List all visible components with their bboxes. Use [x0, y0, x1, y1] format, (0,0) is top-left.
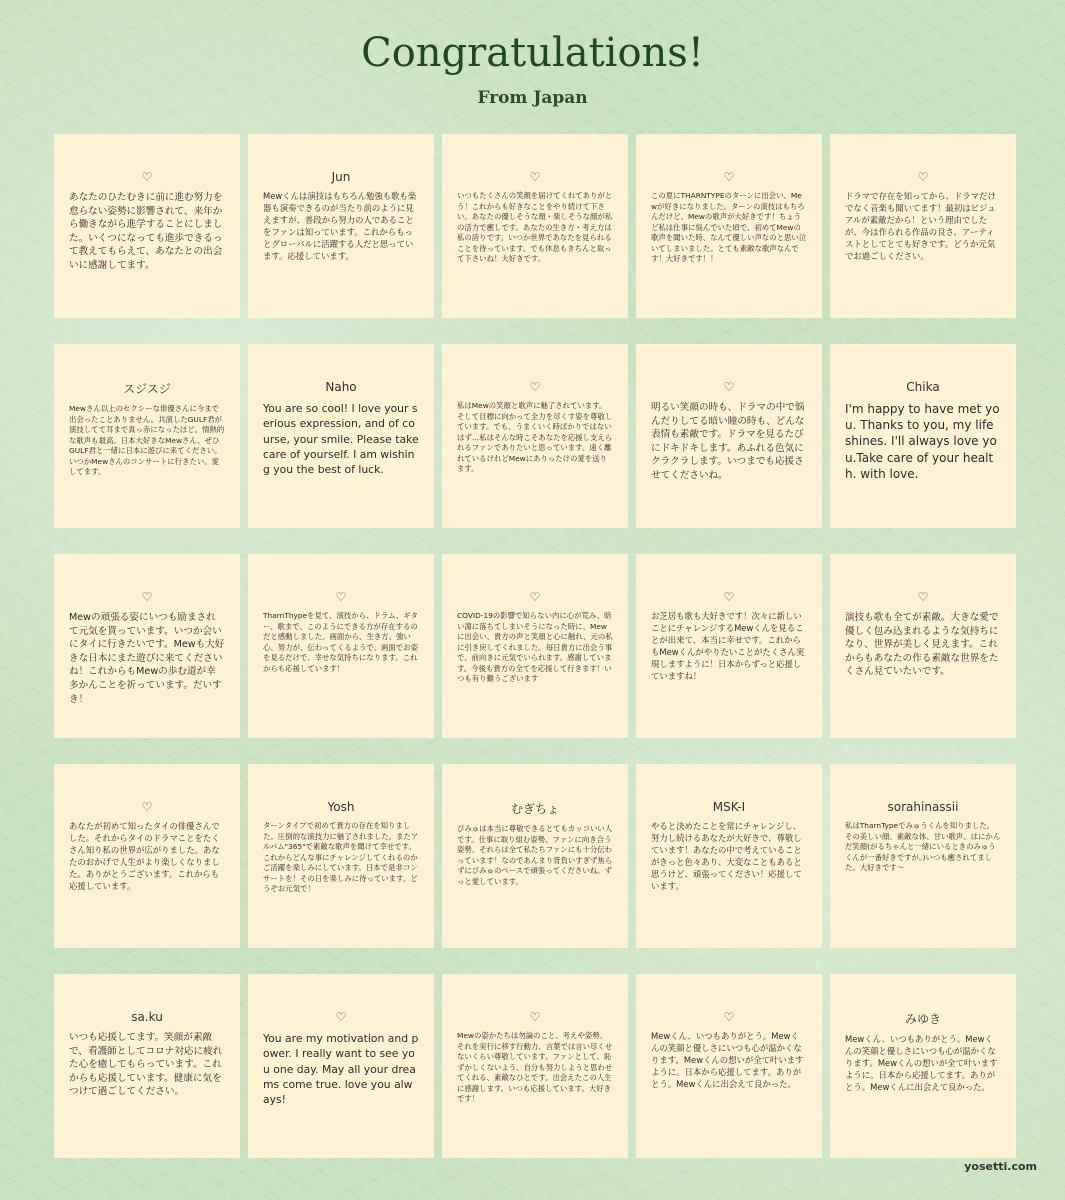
card-author: sorahinassii: [887, 800, 959, 814]
message-card: [830, 554, 1016, 738]
card-message: Mewの頑張る姿にいつも励まされて元気を貰っています。いつか会いにタイに行きたいです。Mewも大好きな日本にまた遊びに来てくださいね！これからもMewの歩む道が幸多かんことを祈っています。だいすき！: [69, 612, 225, 705]
card-author: ♡: [141, 590, 153, 604]
card-message: You are my motivation and power. I really want to see you one day. May all your dreams come true. love you always!: [263, 1032, 419, 1107]
message-card: [248, 974, 434, 1158]
card-message: やると決めたことを常にチャレンジし、努力し続けるあなたが大好きで、尊敬しています！あなたの中で考えていることがきっと色々あり、大変なこともあると思うけど、頑張ってください！応援しています。: [651, 821, 802, 891]
card-author: むぎちょ: [510, 802, 559, 816]
message-card: [248, 134, 434, 318]
message-card: [442, 764, 628, 948]
message-card: [442, 344, 628, 528]
card-author: MSK-I: [712, 800, 746, 814]
card-message: ぴみゅは本当に尊敬できるとてもカッコいい人です。仕事に取り組む姿勢、ファンに向き合う姿勢、それらは全て私たちファンにも十分伝わっています！なのであんまり背負いすぎず焦らずにぴみゅのペースで頑張ってくださいね。ずっと愛しています。: [457, 824, 613, 886]
message-card: [54, 134, 240, 318]
page-title: Congratulations!: [361, 30, 704, 76]
card-message: 明るい笑顔の時も、ドラマの中で悩んだりしてる暗い瞳の時も、どんな表情も素敵です。ドラマを見るたびにドキドキします。あふれる色気にクラクラします。いつまでも応援させてくださいね。: [651, 402, 805, 482]
card-message: TharnThypeを見て、演技から、ドラム、ギター、歌まで、このようにできる方が存在するのだと感動しました。画面から、生き方、強い心、努力が、伝わってくるようで、画面でお姿を見るだけで、幸せな気持ちになります。これからも応援しています！: [263, 611, 418, 673]
message-card: [248, 344, 434, 528]
message-card: [830, 974, 1016, 1158]
card-message: ターンタイプで初めて貴方の存在を知りました。圧倒的な演技力に魅了されました。またアルバム"365"で素敵な歌声を聞けて幸せです。これからどんな事にチャレンジしてくれるのかご活躍を楽しみにしています。日本で是非コンサートを！その日を楽しみに待っています。どうぞお元気で！: [263, 821, 419, 894]
message-card: [248, 554, 434, 738]
card-message: You are so cool! I love your serious expression, and of course, your smile. Please take care of yourself. I am wishing you the best of luck.: [263, 402, 419, 477]
card-author: ♡: [529, 170, 541, 184]
message-card: [442, 554, 628, 738]
card-message: いつもたくさんの笑顔を届けてくれてありがとう！これからも好きなことをやり続けて下さい。あなたの優しそうな顔・楽しそうな顔が私の活力で癒しです。あなたの生き方・考え方は私の誇りです。いつか世界であなたを見られることを待っています。でも休息もきちんと取って下さいね！大好きです。: [457, 191, 613, 264]
message-card: [442, 974, 628, 1158]
message-card: [54, 974, 240, 1158]
message-card: [830, 764, 1016, 948]
card-author: Chika: [906, 380, 940, 394]
card-message: 私はMewの笑顔と歌声に魅了されています。そして目標に向かって全力を尽くす姿を尊敬しています。でも、うまくいく時ばかりではないはず…私はそんな時こそあなたを応援し支えられるファンでありたいと思っています。遠く離れているけれどMewにありったけの愛を送ります。: [457, 401, 613, 474]
card-message: あなたのひたむきに前に進む努力を怠らない姿勢に影響されて、来年から働きながら進学することにしました。いくつになっても進歩できるって教えてもらえて、あなたとの出会いに感謝してます。: [69, 192, 223, 272]
message-card: [636, 554, 822, 738]
message-card: [248, 764, 434, 948]
card-author: ♡: [335, 1010, 347, 1024]
card-author: ♡: [723, 380, 735, 394]
card-author: ♡: [917, 170, 929, 184]
card-author: ♡: [529, 590, 541, 604]
card-message: いつも応援してます。笑顔が素敵で、看護師としてコロナ対応に疲れた心を癒してもらっています。これからも応援しています。健康に気をつけて過ごしてください。: [69, 1032, 223, 1098]
message-card: [830, 134, 1016, 318]
card-message: Mewくん、いつもありがとう。Mewくんの笑顔と優しさにいつも心が温かくなります。Mewくんの想いが全て叶いますように。日本から応援してます。ありがとう。Mewくんに出会えて良かった。: [845, 1034, 998, 1092]
message-card: [636, 764, 822, 948]
card-author: sa.ku: [131, 1010, 163, 1024]
card-author: ♡: [141, 170, 153, 184]
card-author: ♡: [723, 590, 735, 604]
message-card: [636, 134, 822, 318]
card-author: ♡: [335, 590, 347, 604]
card-author: ♡: [723, 1010, 735, 1024]
card-author: ♡: [529, 380, 541, 394]
card-message: Mewくん、いつもありがとう。Mewくんの笑顔と優しさにいつも心が温かくなります。Mewくんの想いが全て叶いますように。日本から応援してます。ありがとう。Mewくんに出会えて良かった。: [651, 1031, 804, 1089]
message-card: [636, 344, 822, 528]
card-message: Mewさん以上のセクシーな俳優さんに今まで出会ったことありません。共演したGULF君が演技してて耳まで真っ赤になったほど。情熱的な歌声も最高。日本大好きなMewさん、ぜひGULF君と一緒に日本に遊びに来てください。いつかMewさんのコンサートに行きたい。愛してます。: [69, 404, 225, 477]
message-card: [54, 764, 240, 948]
card-author: ♡: [141, 800, 153, 814]
card-author: Jun: [331, 170, 351, 184]
message-card: [54, 554, 240, 738]
card-message: あなたが初めて知ったタイの俳優さんでした。それからタイのドラマことをたくさん知り私の世界が広がりました。あなたのおかげで人生がより楽しくなりました。ありがとうございます。これからも応援しています。: [69, 821, 220, 891]
page-subtitle: From Japan: [477, 88, 588, 108]
message-card: [54, 344, 240, 528]
card-author: Naho: [325, 380, 357, 394]
card-message: 演技も歌も全てが素敵。大きな愛で優しく包み込まれるような気持ちになり、世界が美しく見えます。これからもあなたの作る素敵な世界をたくさん見ていたいです。: [845, 612, 999, 678]
card-author: みゆき: [904, 1012, 941, 1026]
card-message: Mewの姿かたちは勿論のこと、考えや姿勢、それを実行に移す行動力、言葉では言い尽くせないくらい尊敬しています。ファンとして、恥ずかしくないよう、自分も努力しようと思わせてくれる、素敵なひとです。出会えたこの人生に感謝します。いつも応援しています。大好きです！: [457, 1031, 613, 1104]
card-message: この夏にTHARNTYPEのターンに出会い、Mewが好きになりました。ターンの演技はもちろんだけど、Mewの歌声が大好きです！ちょうど私は仕事に悩んでいた頃で、初めてMewの歌声を聞いた時、なんて優しい声なのと思い泣いてしまいました。とても素敵な歌声なんです！大好きです！！: [651, 191, 807, 264]
card-message: I'm happy to have met you. Thanks to you, my life shines. I'll always love you.Take care of your health. with love.: [845, 402, 1000, 481]
card-author: Yosh: [327, 800, 355, 814]
message-card: [442, 134, 628, 318]
card-message: お芝居も歌も大好きです！次々に新しいことにチャレンジするMewくんを見ることが出来て、本当に幸せです。これからもMewくんがやりたいことがたくさん実現しますように！日本からずっと応援していますね！: [651, 611, 805, 681]
card-author: スジスジ: [123, 382, 171, 396]
card-message: Mewくんは演技はもちろん勉強も歌も楽器も演奏できるのが当たり前のように見えますが、普段から努力の人であることをファンは知っています。これからもっとグローバルに活躍する人だと思っています。応援しています。: [263, 191, 417, 261]
card-message: COVID-19の影響で知らない内に心が荒み、暗い淵に落ちてしまいそうになった時に、Mewに出会い、貴方の声と笑顔と心に触れ、元の私に引き戻してくれました。毎日貴方に出会う事で、前向きに元気でいられます。感謝しています。今後も貴方の全てを応援して行きます！いつも有り難うございます: [457, 611, 613, 684]
message-card: [830, 344, 1016, 528]
card-author: ♡: [917, 590, 929, 604]
message-card-grid: [54, 134, 1016, 1158]
card-message: 私はTharnTypeでみゅうくんを知りました。その美しい顔、素敵な体、甘い歌声、はにかんだ笑顔(がるちゃんと一緒にいるときのみゅうくんが一番好きですが。)いつも癒されてました。大好きです〜: [845, 821, 1001, 873]
site-credit: yosetti.com: [964, 1160, 1037, 1173]
card-author: ♡: [529, 1010, 541, 1024]
card-message: ドラマで存在を知ってから、ドラマだけでなく音楽も聞いてます！最初はビジュアルが素敵だから！という理由でしたが、今は作られる作品の良さ、アーティストとしてとても好きです。どうか元気でお過ごしください。: [845, 191, 996, 261]
message-card: [636, 974, 822, 1158]
card-author: ♡: [723, 170, 735, 184]
